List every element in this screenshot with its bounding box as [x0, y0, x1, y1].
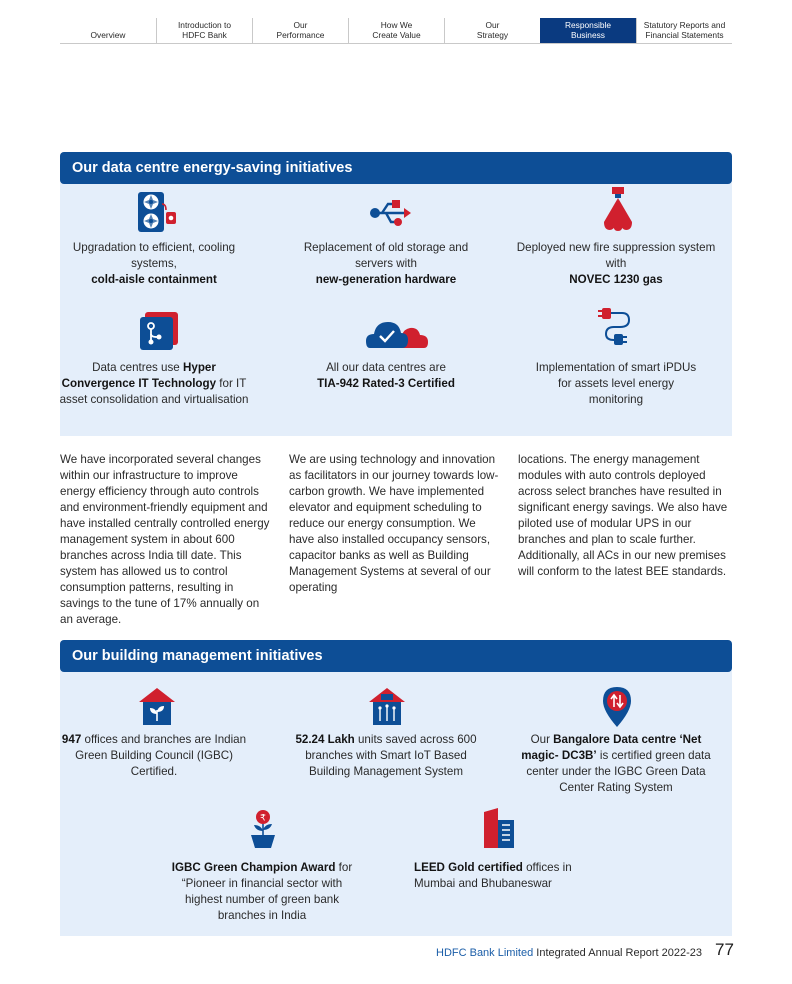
footer-report-title: Integrated Annual Report 2022-23: [536, 947, 703, 959]
cooling-unit-icon: [136, 190, 178, 234]
cloud-check-icon: [366, 318, 428, 350]
data-centre-section-title: Our data centre energy-saving initiatives: [60, 152, 732, 184]
item-text: units saved across 600 branches with Smart IoT Based Building Management System: [305, 733, 477, 778]
building-item-igbc: [54, 732, 254, 780]
item-text: offices in Mumbai and Bhubaneswar: [414, 861, 572, 890]
nav-tab-strategy[interactable]: Our Strategy: [444, 18, 540, 43]
office-building-icon: [482, 808, 516, 848]
usb-hardware-icon: [368, 198, 412, 228]
body-text-column-1: We have incorporated several changes within our infrastructure to improve energy efficiency through auto controls and environment-friendly equipment and have installed centrally controlled energy management system in about 600 branches across India till date. This system has allowed us to control consumption patterns, resulting in savings to the tune of 17% annually on an average.: [60, 453, 270, 626]
item-highlight: 52.24 Lakh: [295, 733, 355, 746]
data-centre-item-hyper-convergence: [54, 360, 254, 408]
top-navigation: [60, 18, 732, 44]
building-item-iot: [286, 732, 486, 780]
body-text-column-2: We are using technology and innovation as facilitators in our journey towards low-carbon growth. We have implemented elevator and equipment scheduling to reduce our energy consumption. We have also installed occupancy sensors, capacitor banks as well as Building Management Systems at several of our operating: [289, 453, 499, 594]
item-highlight: Bangalore Data centre ‘Net magic- DC3B’: [521, 733, 702, 762]
report-footer: [436, 947, 702, 959]
item-text: is certified green data center under the IGBC Green Data Center Rating System: [526, 749, 711, 794]
building-section-title: Our building management initiatives: [60, 640, 732, 672]
fire-suppression-icon: [598, 186, 638, 232]
item-highlight: new-generation hardware: [315, 273, 457, 286]
item-text: for “Pioneer in financial sector with highest number of green bank branches in India: [181, 861, 353, 922]
item-text: All our data centres are: [326, 361, 446, 374]
item-highlight: LEED Gold certified: [414, 861, 523, 874]
item-highlight: TIA-942 Rated-3 Certified: [317, 377, 455, 390]
item-text: Deployed new fire suppression system with: [516, 241, 716, 270]
data-centre-item-cooling: [54, 240, 254, 288]
building-item-leed: [414, 860, 584, 892]
nav-tab-responsible-business[interactable]: Responsible Business: [540, 18, 636, 43]
green-house-icon: [138, 686, 176, 726]
item-text: Our: [530, 733, 550, 746]
nav-tab-overview[interactable]: Overview: [90, 30, 126, 40]
smart-house-icon: [368, 686, 406, 726]
footer-brand: HDFC Bank Limited: [436, 947, 534, 959]
nav-tab-statutory-reports[interactable]: Statutory Reports and Financial Statements: [636, 18, 732, 43]
nav-tab-introduction[interactable]: Introduction to HDFC Bank: [156, 18, 252, 43]
page-number: 77: [715, 940, 734, 959]
building-item-data-centre: [516, 732, 716, 796]
item-highlight: IGBC Green Champion Award: [171, 861, 336, 874]
power-plug-icon: [598, 306, 638, 348]
data-centre-item-fire: [516, 240, 716, 288]
data-centre-item-ipdu: [532, 360, 700, 408]
nav-tab-performance[interactable]: Our Performance: [252, 18, 348, 43]
item-highlight: cold-aisle containment: [91, 273, 217, 286]
item-text: Upgradation to efficient, cooling systems,: [72, 241, 236, 270]
data-centre-item-tia: [286, 360, 486, 392]
item-highlight: NOVEC 1230 gas: [569, 273, 663, 286]
data-centre-item-hardware: [286, 240, 486, 288]
item-highlight: Hyper Convergence IT Technology: [61, 361, 217, 390]
item-highlight: 947: [61, 733, 82, 746]
item-text: offices and branches are Indian Green Building Council (IGBC) Certified.: [75, 733, 247, 778]
item-text: Implementation of smart iPDUs for assets level energy monitoring: [535, 361, 697, 406]
body-text-column-3: locations. The energy management modules with auto controls deployed across select branches have resulted in significant energy savings. We also have piloted use of modular UPS in our branches and plan to scale further. Additionally, all ACs in our new premises will conform to the latest BEE standards.: [518, 453, 728, 578]
location-pin-icon: [600, 684, 634, 728]
svg-text:₹: ₹: [260, 813, 266, 824]
network-device-icon: [138, 310, 180, 352]
nav-tab-value-creation[interactable]: How We Create Value: [348, 18, 444, 43]
building-item-green-champion: [170, 860, 354, 924]
item-text: Replacement of old storage and servers with: [303, 241, 469, 270]
item-text: Data centres use: [92, 361, 180, 374]
plant-pot-icon: [248, 808, 278, 848]
item-text: for IT asset consolidation and virtualisation: [59, 377, 249, 406]
